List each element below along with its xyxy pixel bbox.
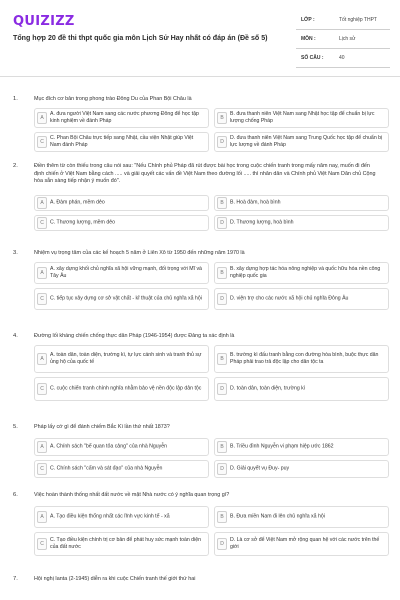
- meta-row-count: [296, 52, 390, 68]
- option-text: C. Tạo điều kiện chính trị cơ bản để phát huy sức mạnh toàn diện của đất nước: [50, 537, 201, 550]
- option-text: B. xây dựng hợp tác hóa nông nghiệp và quốc hữu hóa nền công nghiệp quốc gia: [230, 266, 381, 279]
- option-letter: C: [37, 217, 47, 229]
- option-b[interactable]: [214, 506, 389, 528]
- question-number: 6.: [13, 492, 18, 498]
- option-text: B. Triều đình Nguyễn vi phạm hiệp ước 1862: [230, 443, 334, 450]
- question-text: Mục đích cơ bản trong phong trào Đông Du của Phan Bội Châu là: [34, 96, 192, 102]
- option-letter: B: [217, 267, 227, 279]
- question-number: 7.: [13, 576, 18, 582]
- option-c[interactable]: [34, 532, 209, 556]
- option-letter: D: [217, 538, 227, 550]
- option-d[interactable]: [214, 532, 389, 556]
- option-d[interactable]: [214, 132, 389, 152]
- option-d[interactable]: [214, 377, 389, 401]
- option-text: C. Chính sách "cấm và sát đạo" của nhà Nguyễn: [50, 465, 163, 472]
- question-number: 5.: [13, 424, 18, 430]
- option-c[interactable]: [34, 460, 209, 478]
- option-letter: D: [217, 383, 227, 395]
- option-b[interactable]: [214, 438, 389, 456]
- option-d[interactable]: [214, 460, 389, 478]
- question-text: Nhiệm vụ trọng tâm của các kế hoạch 5 năm ở Liên Xô từ 1950 đến những năm 1970 là: [34, 250, 245, 256]
- option-text: C. cuộc chiến tranh chính nghĩa nhằm bảo vệ nền độc lập dân tộc: [50, 385, 202, 392]
- option-text: B. Đưa miền Nam đi lên chủ nghĩa xã hội: [230, 513, 325, 520]
- question-number: 2.: [13, 163, 18, 169]
- option-text: D. Là cơ sở để Việt Nam mở rộng quan hệ với các nước trên thế giới: [230, 537, 380, 550]
- option-text: A. Đàm phán, mềm dẻo: [50, 199, 105, 206]
- option-c[interactable]: [34, 288, 209, 310]
- meta-info-box: [296, 14, 390, 71]
- option-text: B. trường kì đấu tranh bằng con đường hòa bình, buộc thực dân Pháp phải trao trả độc lập cho dân tộc ta: [230, 352, 379, 365]
- option-b[interactable]: [214, 345, 389, 373]
- meta-row-subject: [296, 33, 390, 49]
- option-c[interactable]: [34, 132, 209, 152]
- option-a[interactable]: [34, 195, 209, 211]
- option-text: D. Giải quyết vụ Đuy- puy: [230, 465, 290, 472]
- option-letter: D: [217, 136, 227, 148]
- option-letter: A: [37, 353, 47, 365]
- option-letter: C: [37, 463, 47, 475]
- option-d[interactable]: [214, 215, 389, 231]
- option-text: A. toàn dân, toàn diện, trường kì, tự lực cánh sinh và tranh thủ sự ủng hộ của quốc tế: [50, 352, 202, 365]
- meta-label: SỐ CÂU :: [301, 55, 324, 61]
- meta-value: Tốt nghiệp THPT: [339, 17, 377, 23]
- option-b[interactable]: [214, 108, 389, 128]
- meta-value: Lịch sử: [339, 36, 356, 42]
- option-b[interactable]: [214, 262, 389, 284]
- option-letter: A: [37, 267, 47, 279]
- option-text: C. Phan Bội Châu trực tiếp sang Nhật, cầu viện Nhật giúp Việt Nam đánh Pháp: [50, 135, 194, 148]
- option-b[interactable]: [214, 195, 389, 211]
- meta-value: 40: [339, 55, 345, 61]
- option-a[interactable]: [34, 438, 209, 456]
- meta-row-class: [296, 14, 390, 30]
- option-letter: C: [37, 538, 47, 550]
- option-letter: D: [217, 293, 227, 305]
- option-d[interactable]: [214, 288, 389, 310]
- meta-label: MÔN :: [301, 36, 316, 42]
- option-a[interactable]: [34, 345, 209, 373]
- meta-label: LỚP :: [301, 17, 315, 23]
- option-letter: C: [37, 136, 47, 148]
- question-number: 3.: [13, 250, 18, 256]
- option-text: B. Hoà đàm, hoà bình: [230, 199, 281, 206]
- option-text: A. xây dựng khối chủ nghĩa xã hội vững mạnh, đối trọng với Mĩ và Tây Âu: [50, 266, 202, 279]
- option-letter: C: [37, 293, 47, 305]
- option-text: C. tiếp tục xây dựng cơ sở vật chất - kĩ thuật của chủ nghĩa xã hội: [50, 295, 202, 302]
- option-letter: B: [217, 441, 227, 453]
- question-number: 4.: [13, 333, 18, 339]
- option-letter: B: [217, 353, 227, 365]
- option-c[interactable]: [34, 377, 209, 401]
- option-letter: A: [37, 112, 47, 124]
- question-text: Việc hoàn thành thống nhất đất nước về mặt Nhà nước có ý nghĩa quan trọng gì?: [34, 492, 230, 498]
- option-letter: C: [37, 383, 47, 395]
- option-text: C. Thương lượng, mềm dẻo: [50, 219, 115, 226]
- option-letter: B: [217, 197, 227, 209]
- option-a[interactable]: [34, 506, 209, 528]
- quizizz-logo: QUIZIZZ: [13, 14, 75, 29]
- option-text: D. Thương lượng, hoà bình: [230, 219, 294, 226]
- option-letter: A: [37, 197, 47, 209]
- question-text: Pháp lấy cớ gì để đánh chiếm Bắc Kì lần thứ nhất 1873?: [34, 424, 170, 430]
- option-text: D. toàn dân, toàn diện, trường kì: [230, 385, 306, 392]
- option-text: A. đưa người Việt Nam sang các nước phương Đông để học tập kinh nghiệm về đánh Pháp: [50, 111, 199, 124]
- option-text: B. đưa thanh niên Việt Nam sang Nhật học tập để chuẩn bị lực lượng chống Pháp: [230, 111, 375, 124]
- option-text: D. đưa thanh niên Việt Nam sang Trung Quốc học tập để chuẩn bị lực lượng về đánh Pháp: [230, 135, 383, 148]
- question-text: Điền thêm từ còn thiếu trong câu nói sau: "Nếu Chính phủ Pháp đã rút được bài học trong cuộc chiến tranh trong mấy năm nay, muốn đi đến định chiến ở Việt Nam bằng cách ..... và giải quyết các vấn đề Việt Nam theo đường lối ..... thì nhân dân và Chính phủ Việt Nam Dân chủ Cộng hòa sẵn sàng tiếp nhận ý muốn đó".: [34, 163, 376, 184]
- option-letter: B: [217, 112, 227, 124]
- page-title: Tổng hợp 20 đề thi thpt quốc gia môn Lịch Sử Hay nhất có đáp án (Đề số 5): [13, 34, 268, 42]
- header-divider: [0, 76, 400, 77]
- option-text: D. viện trợ cho các nước xã hội chủ nghĩa Đông Âu: [230, 295, 349, 302]
- option-letter: D: [217, 463, 227, 475]
- option-text: A. Tạo điều kiện thống nhất các lĩnh vực kinh tế - xã: [50, 513, 170, 520]
- question-text: Đường lối kháng chiến chống thực dân Pháp (1946-1954) được Đảng ta xác định là: [34, 333, 235, 339]
- option-letter: A: [37, 511, 47, 523]
- option-letter: D: [217, 217, 227, 229]
- question-number: 1.: [13, 96, 18, 102]
- option-letter: A: [37, 441, 47, 453]
- option-c[interactable]: [34, 215, 209, 231]
- option-text: A. Chính sách "bế quan tỏa cảng" của nhà Nguyễn: [50, 443, 168, 450]
- page-header: [0, 0, 400, 66]
- question-text: Hội nghị Ianta (2-1945) diễn ra khi cuộc Chiến tranh thế giới thứ hai: [34, 576, 196, 582]
- option-letter: B: [217, 511, 227, 523]
- option-a[interactable]: [34, 262, 209, 284]
- option-a[interactable]: [34, 108, 209, 128]
